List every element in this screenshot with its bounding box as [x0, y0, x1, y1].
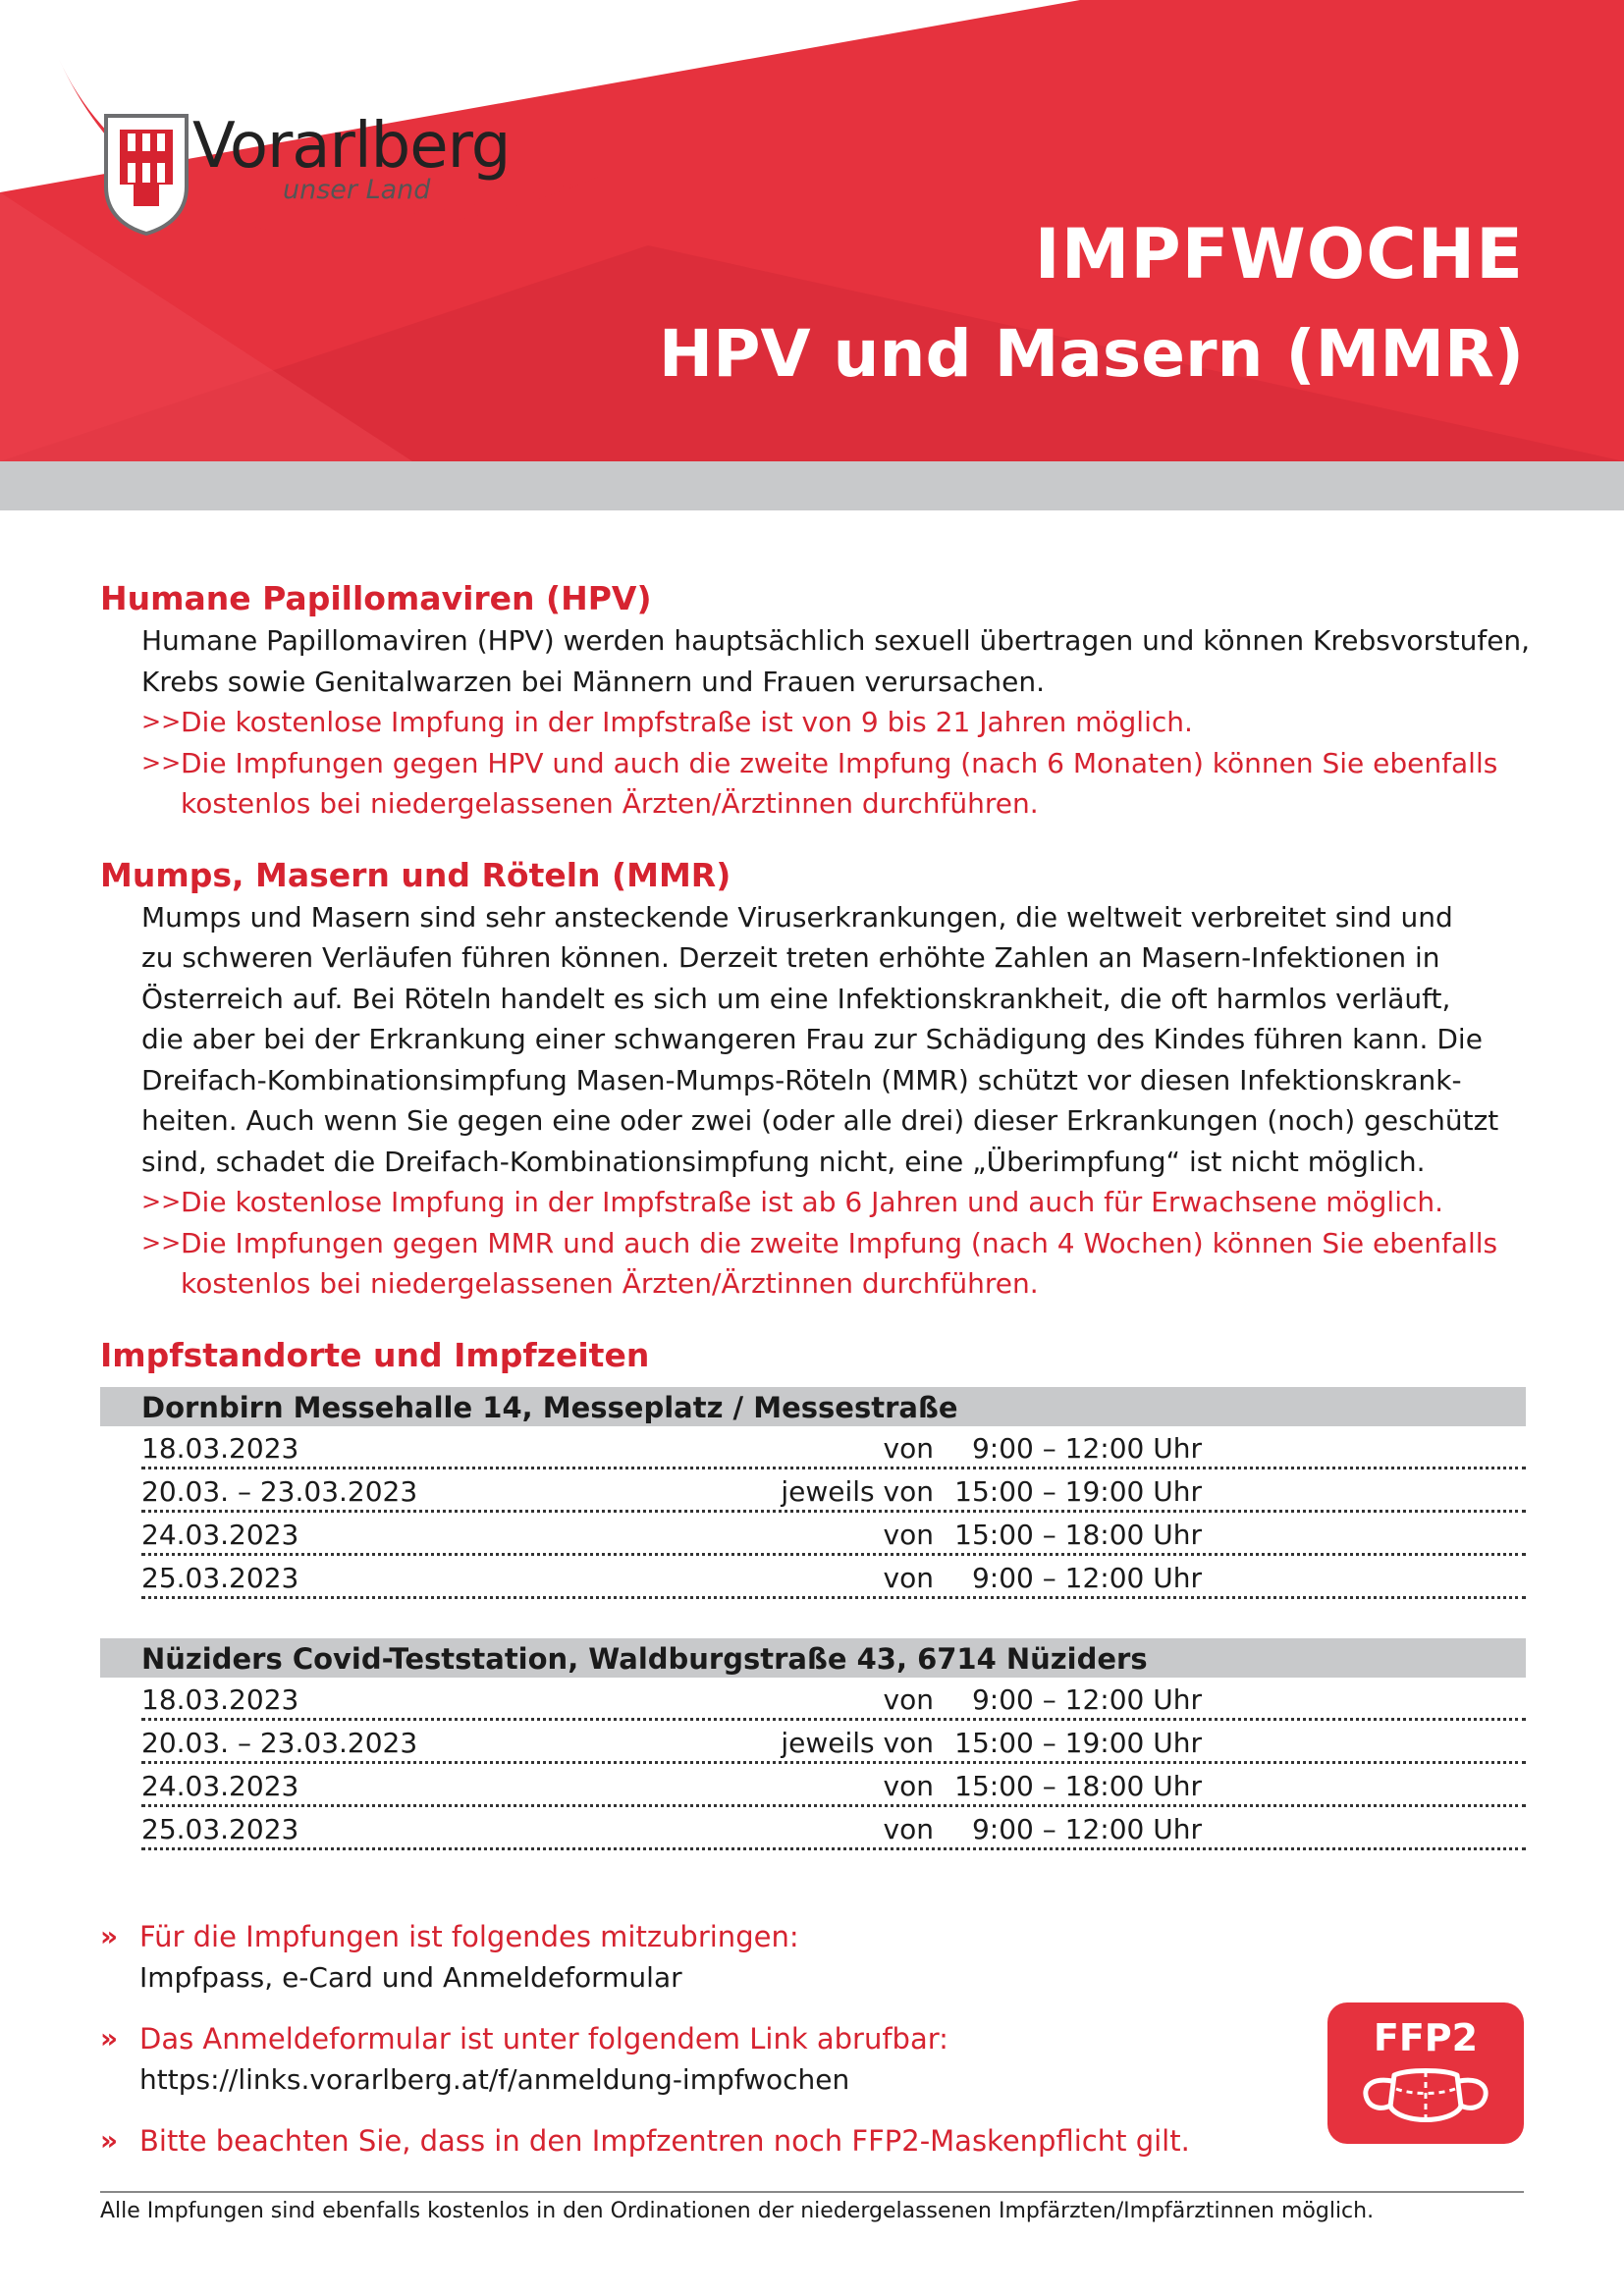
row-date: 18.03.2023	[141, 1682, 299, 1716]
table-row	[141, 1556, 1526, 1599]
note-item	[100, 2018, 1278, 2101]
registration-link[interactable]: https://links.vorarlberg.at/f/anmeldung-impfwochen	[139, 2063, 850, 2096]
row-prep: von	[883, 1812, 934, 1845]
mmr-bullet-1	[141, 1182, 1550, 1223]
bullet-mark: >>	[141, 708, 182, 735]
location-title: Nüziders Covid-Teststation, Waldburgstraße 43, 6714 Nüziders	[100, 1638, 1526, 1678]
page-title: IMPFWOCHE	[1034, 214, 1524, 294]
text-line: Die kostenlose Impfung in der Impfstraße ist von 9 bis 21 Jahren möglich.	[181, 706, 1193, 738]
row-time: 15:00 – 19:00 Uhr	[954, 1474, 1202, 1508]
logo-tagline: unser Land	[283, 175, 431, 205]
row-date: 24.03.2023	[141, 1769, 299, 1802]
row-date: 20.03. – 23.03.2023	[141, 1726, 418, 1759]
notes-list	[100, 1916, 1278, 2181]
mmr-bullet-2	[141, 1223, 1550, 1305]
page-subtitle: HPV und Masern (MMR)	[658, 316, 1524, 392]
note-title: Für die Impfungen ist folgendes mitzubringen:	[139, 1920, 799, 1953]
text-line: Humane Papillomaviren (HPV) werden hauptsächlich sexuell übertragen und können Krebsvorstufen,	[141, 624, 1531, 657]
row-time: 9:00 – 12:00 Uhr	[971, 1812, 1202, 1845]
text-line: Österreich auf. Bei Röteln handelt es sich um eine Infektionskrankheit, die oft harmlos verläuft,	[141, 982, 1451, 1015]
location-block-nueziders	[100, 1638, 1526, 1850]
table-row	[141, 1807, 1526, 1850]
note-item	[100, 1916, 1278, 1999]
text-line: Die Impfungen gegen MMR und auch die zweite Impfung (nach 4 Wochen) können Sie ebenfalls	[181, 1226, 1498, 1259]
row-prep: jeweils von	[781, 1726, 934, 1759]
row-time: 15:00 – 19:00 Uhr	[954, 1726, 1202, 1759]
row-time: 9:00 – 12:00 Uhr	[971, 1561, 1202, 1594]
text-line: die aber bei der Erkrankung einer schwangeren Frau zur Schädigung des Kindes führen kann. Die	[141, 1023, 1483, 1055]
hpv-body	[141, 620, 1541, 702]
bullet-mark: >>	[141, 1228, 182, 1256]
main-content	[100, 577, 1531, 1850]
logo-wordmark: Vorarlberg	[192, 110, 511, 183]
row-prep: von	[883, 1769, 934, 1802]
bullet-mark: >>	[141, 1188, 182, 1215]
note-title: Bitte beachten Sie, dass in den Impfzentren noch FFP2-Maskenpflicht gilt.	[139, 2124, 1190, 2158]
bullet-mark: >>	[141, 748, 182, 776]
table-row	[141, 1469, 1526, 1513]
table-row	[141, 1721, 1526, 1764]
text-line: Krebs sowie Genitalwarzen bei Männern und Frauen verursachen.	[141, 665, 1046, 698]
hpv-bullet-1	[141, 702, 1550, 743]
row-time: 9:00 – 12:00 Uhr	[971, 1431, 1202, 1465]
row-time: 9:00 – 12:00 Uhr	[971, 1682, 1202, 1716]
footer-divider	[100, 2191, 1524, 2193]
row-time: 15:00 – 18:00 Uhr	[954, 1769, 1202, 1802]
row-prep: jeweils von	[781, 1474, 934, 1508]
row-prep: von	[883, 1561, 934, 1594]
note-title: Das Anmeldeformular ist unter folgendem Link abrufbar:	[139, 2022, 948, 2056]
hpv-heading: Humane Papillomaviren (HPV)	[100, 579, 652, 617]
text-line: Dreifach-Kombinationsimpfung Masen-Mumps-Röteln (MMR) schützt vor diesen Infektionskrank-	[141, 1063, 1462, 1096]
text-line: Die Impfungen gegen HPV und auch die zweite Impfung (nach 6 Monaten) können Sie ebenfalls	[181, 746, 1498, 779]
text-line: zu schweren Verläufen führen können. Derzeit treten erhöhte Zahlen an Masern-Infektionen in	[141, 941, 1440, 974]
text-line: Die kostenlose Impfung in der Impfstraße ist ab 6 Jahren und auch für Erwachsene möglich.	[181, 1186, 1444, 1218]
note-mark: »	[100, 2124, 119, 2157]
note-mark: »	[100, 2022, 119, 2055]
location-block-dornbirn	[100, 1387, 1526, 1599]
table-row	[141, 1513, 1526, 1556]
row-prep: von	[883, 1431, 934, 1465]
coat-of-arms-icon	[106, 116, 187, 234]
text-line: sind, schadet die Dreifach-Kombinationsimpfung nicht, eine „Überimpfung“ ist nicht möglich.	[141, 1145, 1426, 1178]
footer-note: Alle Impfungen sind ebenfalls kostenlos in den Ordinationen der niedergelassenen Impfärzten/Impfärztinnen möglich.	[100, 2199, 1375, 2223]
face-mask-icon	[1357, 2067, 1494, 2130]
ffp2-badge	[1327, 2002, 1524, 2144]
mmr-heading: Mumps, Masern und Röteln (MMR)	[100, 855, 731, 894]
mmr-body	[141, 897, 1541, 1183]
ffp2-label: FFP2	[1373, 2016, 1479, 2059]
row-prep: von	[883, 1518, 934, 1551]
location-title: Dornbirn Messehalle 14, Messeplatz / Messestraße	[100, 1387, 1526, 1426]
text-line: Mumps und Masern sind sehr ansteckende Viruserkrankungen, die weltweit verbreitet sind und	[141, 900, 1453, 934]
row-date: 25.03.2023	[141, 1812, 299, 1845]
table-row	[141, 1426, 1526, 1469]
table-row	[141, 1764, 1526, 1807]
table-row	[141, 1678, 1526, 1721]
text-line: heiten. Auch wenn Sie gegen eine oder zwei (oder alle drei) dieser Erkrankungen (noch) geschützt	[141, 1104, 1499, 1137]
note-mark: »	[100, 1920, 119, 1952]
row-prep: von	[883, 1682, 934, 1716]
row-date: 25.03.2023	[141, 1561, 299, 1594]
row-date: 18.03.2023	[141, 1431, 299, 1465]
note-item	[100, 2120, 1278, 2162]
row-date: 24.03.2023	[141, 1518, 299, 1551]
hpv-bullet-2	[141, 743, 1550, 825]
text-line: kostenlos bei niedergelassenen Ärzten/Ärztinnen durchführen.	[181, 1267, 1039, 1300]
text-line: kostenlos bei niedergelassenen Ärzten/Ärztinnen durchführen.	[181, 787, 1039, 820]
note-text: Impfpass, e-Card und Anmeldeformular	[139, 1961, 682, 1994]
row-time: 15:00 – 18:00 Uhr	[954, 1518, 1202, 1551]
row-date: 20.03. – 23.03.2023	[141, 1474, 418, 1508]
schedule-heading: Impfstandorte und Impfzeiten	[100, 1335, 650, 1374]
